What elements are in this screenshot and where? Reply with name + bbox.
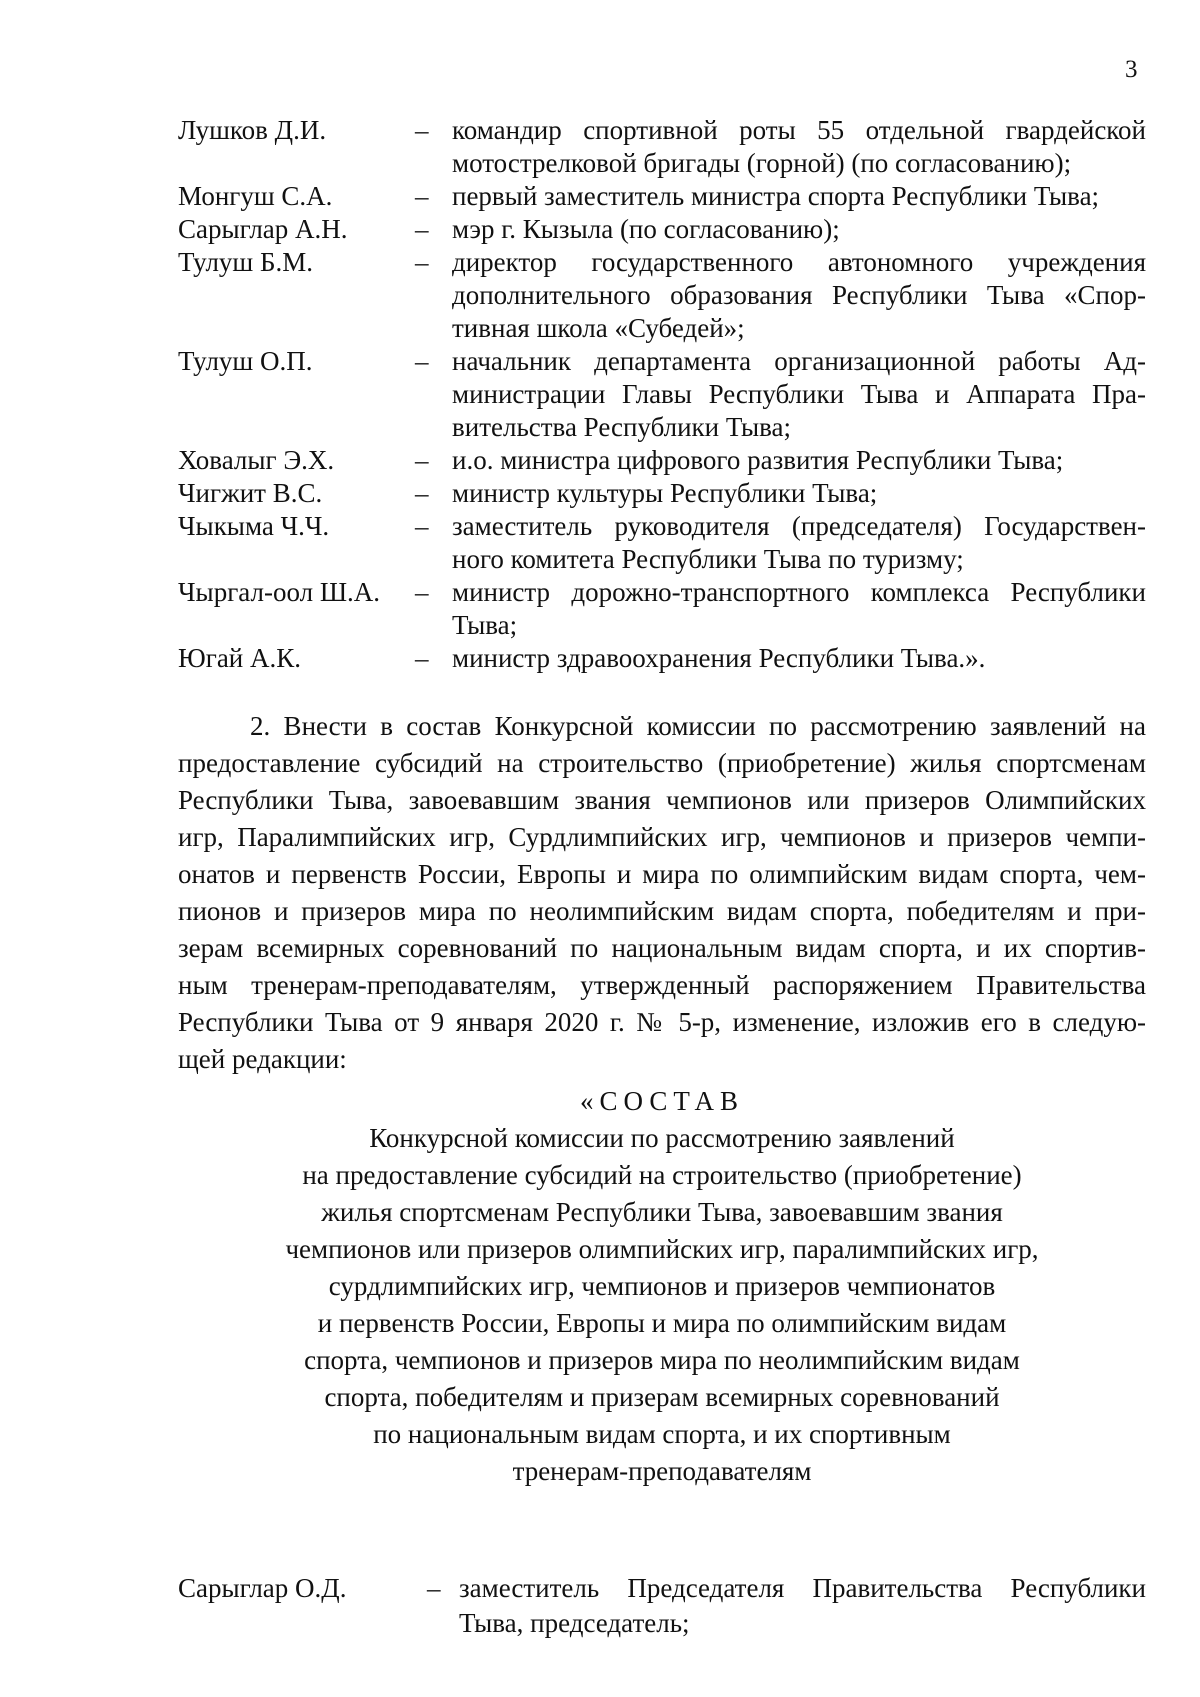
member-name: Монгуш С.А. [178,181,333,211]
paragraph-line: зерам всемирных соревнований по национальным видам спорта, и их спортив- [178,933,1146,963]
final-member-row [178,1571,1146,1641]
member-name: Югай А.К. [178,643,302,673]
text-line: министр здравоохранения Республики Тыва.». [452,643,986,673]
sostav-title: «СОСТАВ [579,1086,744,1116]
member-dash: – [415,445,429,475]
paragraph-line: ным тренерам-преподавателям, утвержденный распоряжением Правительства [178,970,1146,1000]
member-role [452,213,1146,246]
member-name: Тулуш О.П. [178,346,313,376]
text-line: директор государственного автономного учреждения [452,247,1146,277]
member-role [452,477,1146,510]
member-row [178,444,1146,477]
member-name: Лушков Д.И. [178,115,327,145]
member-role [452,444,1146,477]
text-line: дополнительного образования Республики Тыва «Спор- [452,280,1146,310]
member-row [178,180,1146,213]
member-row [178,345,1146,444]
text-line: Тыва; [452,610,518,640]
member-dash: – [415,181,429,211]
paragraph-line: щей редакции: [178,1044,347,1074]
text-line: заместитель Председателя Правительства Республики [459,1573,1146,1603]
member-row [178,246,1146,345]
member-dash: – [415,478,429,508]
paragraph-line: 2. Внести в состав Конкурсной комиссии по рассмотрению заявлений на [250,711,1146,741]
members-list [178,114,1146,675]
sostav-subtitle-line: чемпионов или призеров олимпийских игр, паралимпийских игр, [285,1234,1039,1264]
member-name: Чыкыма Ч.Ч. [178,511,330,541]
member-role [452,576,1146,642]
member-dash: – [415,643,429,673]
member-row [178,477,1146,510]
sostav-subtitle-line: жилья спортсменам Республики Тыва, завоевавшим звания [321,1197,1003,1227]
sostav-subtitle-line: на предоставление субсидий на строительство (приобретение) [302,1160,1022,1190]
member-role [452,510,1146,576]
member-name: Чигжит В.С. [178,478,323,508]
member-dash: – [415,346,429,376]
sostav-subtitle-line: сурдлимпийских игр, чемпионов и призеров чемпионатов [328,1271,996,1301]
page-number: 3 [1125,56,1138,83]
member-role [452,180,1146,213]
paragraph-line: Республики Тыва от 9 января 2020 г. № 5-р, изменение, изложив его в следую- [178,1007,1146,1037]
member-dash: – [427,1573,441,1603]
sostav-subtitle-line: спорта, чемпионов и призеров мира по неолимпийским видам [304,1345,1020,1375]
member-dash: – [415,247,429,277]
member-name: Сарыглар А.Н. [178,214,348,244]
paragraph-line: предоставление субсидий на строительство (приобретение) жилья спортсменам [178,748,1146,778]
paragraph-line: Республики Тыва, завоевавшим звания чемпионов или призеров Олимпийских [178,785,1146,815]
member-role [452,642,1146,675]
text-line: Тыва, председатель; [459,1608,690,1638]
member-row [178,510,1146,576]
sostav-subtitle [178,1120,1146,1490]
member-name: Сарыглар О.Д. [178,1573,347,1603]
member-role [452,246,1146,345]
member-dash: – [415,577,429,607]
text-line: вительства Республики Тыва; [452,412,792,442]
text-line: министрации Главы Республики Тыва и Аппарата Пра- [452,379,1146,409]
text-line: мэр г. Кызыла (по согласованию); [452,214,840,244]
member-row [178,576,1146,642]
member-role [452,114,1146,180]
member-dash: – [415,115,429,145]
member-role [459,1571,1146,1641]
text-line: заместитель руководителя (председателя) Государствен- [452,511,1146,541]
text-line: и.о. министра цифрового развития Республики Тыва; [452,445,1064,475]
paragraph-line: пионов и призеров мира по неолимпийским видам спорта, победителям и при- [178,896,1146,926]
text-line: командир спортивной роты 55 отдельной гвардейской [452,115,1146,145]
paragraph-line: онатов и первенств России, Европы и мира по олимпийским видам спорта, чем- [178,859,1146,889]
paragraph-line: игр, Паралимпийских игр, Сурдлимпийских игр, чемпионов и призеров чемпи- [178,822,1146,852]
sostav-block [178,1083,1146,1490]
text-line: тивная школа «Субедей»; [452,313,745,343]
text-line: министр дорожно-транспортного комплекса Республики [452,577,1146,607]
member-row [178,114,1146,180]
text-line: министр культуры Республики Тыва; [452,478,878,508]
member-dash: – [415,214,429,244]
sostav-subtitle-line: по национальным видам спорта, и их спортивным [373,1419,951,1449]
member-row [178,642,1146,675]
sostav-subtitle-line: спорта, победителям и призерам всемирных соревнований [324,1382,1000,1412]
paragraph-2 [178,708,1146,1078]
sostav-subtitle-line: и первенств России, Европы и мира по олимпийским видам [317,1308,1007,1338]
sostav-subtitle-line: Конкурсной комиссии по рассмотрению заявлений [369,1123,955,1153]
text-line: начальник департамента организационной работы Ад- [452,346,1146,376]
member-row [178,213,1146,246]
text-line: ного комитета Республики Тыва по туризму; [452,544,964,574]
text-line: первый заместитель министра спорта Республики Тыва; [452,181,1100,211]
member-name: Чыргал-оол Ш.А. [178,577,381,607]
member-name: Тулуш Б.М. [178,247,313,277]
member-dash: – [415,511,429,541]
sostav-subtitle-line: тренерам-преподавателям [512,1456,812,1486]
member-role [452,345,1146,444]
member-name: Ховалыг Э.Х. [178,445,335,475]
text-line: мотострелковой бригады (горной) (по согласованию); [452,148,1072,178]
